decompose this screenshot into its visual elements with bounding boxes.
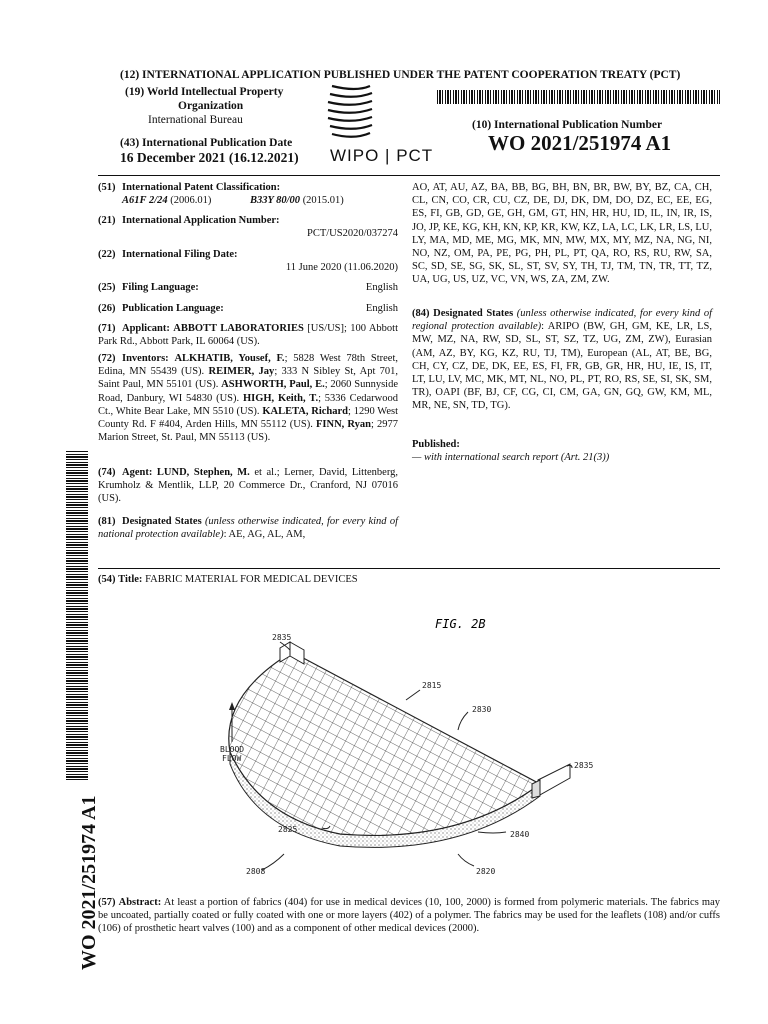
- field-26: (26) Publication Language: English: [98, 303, 398, 314]
- abstract: (57) Abstract: At least a portion of fabrics (404) for use in medical devices (10, 100, 2000) is formed from polymeric materials. The fabrics may be uncoated, partially coated or fully coated with one or more layers (402) of a polymer. The fabrics may be used for the leaflets (108) and/or cuffs (106) of prosthetic heart valves (100) and as a component of other medical devices (2000).: [98, 897, 720, 935]
- field-51: (51) International Patent Classification: A61F 2/24 (2006.01) B33Y 80/00 (2015.01): [98, 182, 344, 207]
- title: (54) Title: FABRIC MATERIAL FOR MEDICAL DEVICES: [98, 574, 358, 585]
- field-84: (84) Designated States (unless otherwise indicated, for every kind of regional protection available): ARIPO (BW, GH, GM, KE, LR, LS, MW, MZ, NA, RW, SD, SL, ST, SZ, TZ, UG, ZM, ZW), Eurasian (AM, AZ, BY, KG, KZ, RU, TJ, TM), European (AL, AT, BE, BG, CH, CY, CZ, DE, DK, EE, ES, FI, FR, GB, GR, HR, HU, IE, IS, IT, LT, LU, LV, MC, MK, MT, NL, NO, PL, PT, RO, RS, SE, SI, SK, SM, TR), OAPI (BF, BJ, CF, CG, CI, CM, GA, GN, GQ, GW, KM, ML, MR, NE, SN, TD, TG).: [412, 308, 712, 412]
- fig-label-2835a: 2835: [272, 633, 292, 642]
- wipo-logo-icon: [322, 82, 378, 142]
- field-22: (22) International Filing Date: 11 June 2020 (11.06.2020): [98, 249, 398, 274]
- field-21: (21) International Application Number: PCT/US2020/037274: [98, 215, 398, 240]
- published-label: Published:: [412, 439, 460, 450]
- field-81: (81) Designated States (unless otherwise indicated, for every kind of national protection available): AE, AG, AL, AM,: [98, 516, 398, 541]
- published-item: — with international search report (Art. 21(3)): [412, 452, 610, 463]
- side-pub-number: WO 2021/251974 A1: [78, 795, 100, 970]
- field-25: (25) Filing Language: English: [98, 282, 398, 293]
- barcode-side: [66, 450, 88, 780]
- pub-number: WO 2021/251974 A1: [488, 131, 672, 155]
- blood-label: BLOOD: [220, 745, 245, 754]
- barcode-top: [437, 90, 720, 104]
- field-71: (71) Applicant: ABBOTT LABORATORIES [US/US]; 100 Abbott Park Rd., Abbott Park, IL 60064 (US).: [98, 323, 399, 348]
- flow-label: FLOW: [222, 754, 242, 763]
- fig-label-2825: 2825: [278, 825, 298, 834]
- title-rule: [98, 568, 720, 569]
- pub-date-label: (43) International Publication Date: [120, 137, 293, 149]
- field-72: (72) Inventors: ALKHATIB, Yousef, F.; 5828 West 78th Street, Edina, MN 55439 (US). REIMER, Jay; 333 N Sibley St, Apt 701, Saint Paul, MN 55101 (US). ASHWORTH, Paul, E.; 2060 Sunnyside Road, Danbury, WI 54830 (US). HIGH, Keith, T.; 5336 Cedarwood Ct., White Bear Lake, MN 5510 (US). KALETA, Richard; 1290 West County Rd. F #404, Arden Hills, MN 55112 (US). FINN, Ryan; 2977 Marion Street, St. Paul, MN 55113 (US).: [98, 353, 399, 444]
- header-line-12: (12) INTERNATIONAL APPLICATION PUBLISHED UNDER THE PATENT COOPERATION TREATY (PCT): [120, 69, 681, 81]
- field-81-continued: AO, AT, AU, AZ, BA, BB, BG, BH, BN, BR, BW, BY, BZ, CA, CH, CL, CN, CO, CR, CU, CZ, DE, DJ, DK, DM, DO, DZ, EC, EE, EG, ES, FI, GB, GD, GE, GH, GM, GT, HN, HR, HU, ID, IL, IN, IR, IS, JO, JP, KE, KG, KH, KN, KP, KR, KW, KZ, LA, LC, LK, LR, LS, LU, LY, MA, MD, ME, MG, MK, MN, MW, MX, MY, MZ, NA, NG, NI, NO, NZ, OM, PA, PE, PG, PH, PL, PT, QA, RO, RS, RU, RW, SA, SC, SD, SE, SG, SK, SL, ST, SV, SY, TH, TJ, TM, TN, TR, TT, TZ, UA, UG, US, UZ, VC, VN, WS, ZA, ZM, ZW.: [412, 182, 712, 286]
- fig-label-2830: 2830: [472, 705, 492, 714]
- pub-number-label: (10) International Publication Number: [472, 119, 663, 131]
- org-line-1: (19) World Intellectual Property: [125, 86, 284, 98]
- fig-label-2835b: 2835: [574, 761, 594, 770]
- fig-label-2820: 2820: [476, 867, 496, 876]
- field-74: (74) Agent: LUND, Stephen, M. et al.; Lerner, David, Littenberg, Krumholz & Mentlik, LLP, 20 Commerce Dr., Cranford, NJ 07016 (US).: [98, 467, 398, 505]
- bureau: International Bureau: [148, 114, 243, 126]
- wipo-pct-logo: WIPO | PCT: [330, 146, 434, 165]
- figure-drawing: [210, 612, 630, 882]
- fig-label-2808: 2808: [246, 867, 266, 876]
- fig-label-2840: 2840: [510, 830, 530, 839]
- fig-label-2815: 2815: [422, 681, 442, 690]
- figure-caption: FIG. 2B: [435, 617, 486, 631]
- header-rule: [98, 175, 720, 176]
- pub-date: 16 December 2021 (16.12.2021): [120, 150, 299, 165]
- org-line-2: Organization: [178, 100, 244, 112]
